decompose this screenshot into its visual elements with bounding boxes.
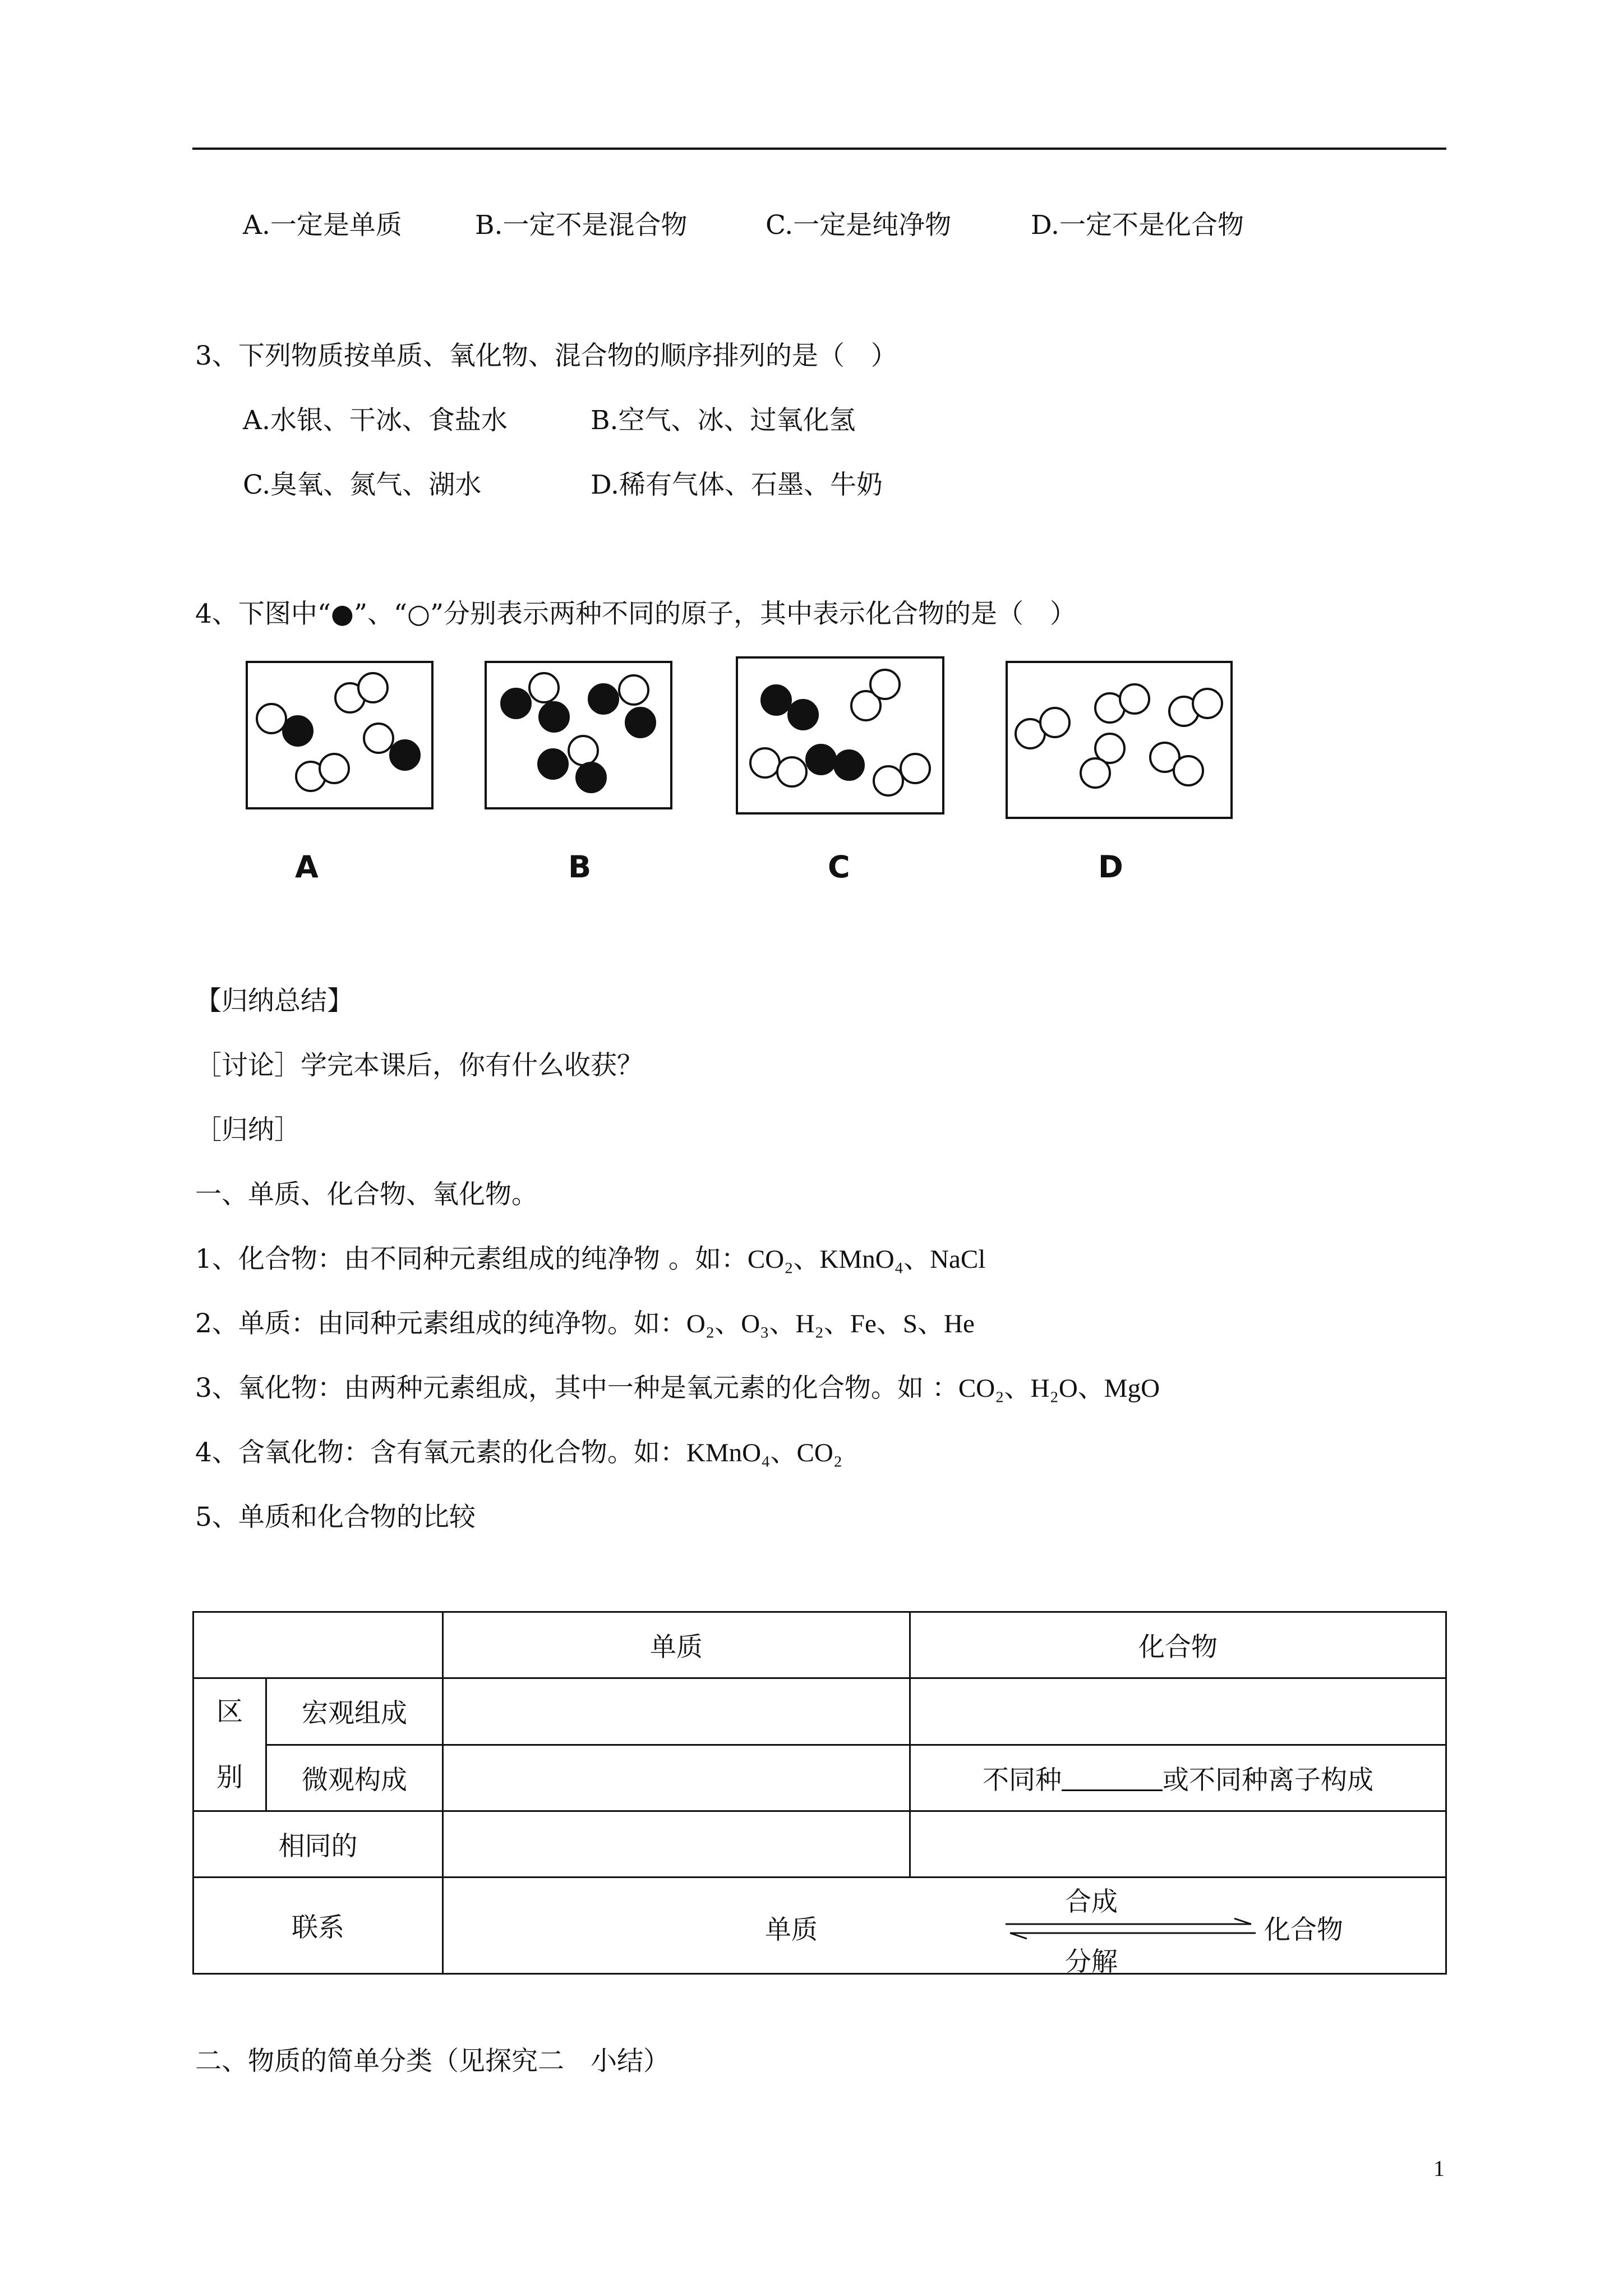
q3-option-b: B.空气、冰、过氧化氢: [591, 405, 856, 436]
table-corner-cell: [193, 1612, 443, 1678]
header-element: 单质: [443, 1612, 910, 1678]
q3-option-a: A.水银、干冰、食盐水: [243, 405, 508, 436]
item-oxide-formulas: CO₂、H₂O、MgO: [958, 1374, 1160, 1403]
q3-option-d: D.稀有气体、石墨、牛奶: [591, 470, 883, 500]
item-compound-formulas: CO₂、KMnO₄、NaCl: [747, 1245, 986, 1274]
figure-label-b: B: [568, 849, 592, 885]
macro-compound-cell: [910, 1678, 1446, 1745]
relation-cell: [443, 1878, 1446, 1977]
molecule-box-a: [246, 661, 434, 809]
q4-stem: 4、下图中“●”、“○”分别表示两种不同的原子，其中表示化合物的是（ ）: [195, 599, 1077, 629]
q3-option-c: C.臭氧、氮气、湖水: [243, 470, 482, 500]
figure-label-a: A: [295, 849, 319, 885]
micro-compound-prefix: 不同种: [983, 1764, 1062, 1796]
molecule-box-d: [1006, 661, 1233, 819]
relation-compound: 化合物: [1264, 1915, 1343, 1945]
molecule-box-c: [736, 656, 944, 815]
induction-label: ［归纳］: [195, 1115, 301, 1145]
q2-option-b: B.一定不是混合物: [475, 210, 688, 241]
relation-decomposition: 分解: [1065, 1947, 1118, 1977]
item-element-formulas: O₂、O₃、H₂、Fe、S、He: [686, 1309, 975, 1338]
item-element: [195, 1307, 975, 1341]
item-element-text: 2、单质：由同种元素组成的纯净物。如：: [195, 1308, 686, 1339]
item-oxygen-compound-formulas: KMnO₄、CO₂: [686, 1438, 843, 1467]
relation-element: 单质: [765, 1915, 818, 1945]
item-oxide: [195, 1372, 1160, 1405]
micro-compound-suffix: 或不同种离子构成: [1163, 1764, 1373, 1796]
item-oxide-text: 3、氧化物：由两种元素组成，其中一种是氧元素的化合物。如 ：: [195, 1373, 958, 1404]
comparison-table: [192, 1611, 1447, 1975]
discussion-line: ［讨论］学完本课后，你有什么收获？: [195, 1050, 643, 1081]
row-relation-label: 联系: [193, 1878, 443, 1974]
q3-stem: 3、下列物质按单质、氧化物、混合物的顺序排列的是（ ）: [195, 341, 897, 371]
item-oxygen-compound: [195, 1436, 842, 1470]
item-oxygen-compound-text: 4、含氧化物：含有氧元素的化合物。如：: [195, 1437, 686, 1468]
item-comparison: 5、单质和化合物的比较: [195, 1502, 476, 1533]
difference-label-bottom: 别: [216, 1762, 243, 1793]
q2-option-a: A.一定是单质: [243, 210, 402, 241]
section-2-title: 二、物质的简单分类（见探究二 小结）: [195, 2046, 670, 2077]
micro-compound-cell: [910, 1745, 1446, 1811]
row-macro-label: 宏观组成: [266, 1678, 443, 1745]
row-same-label: 相同的: [193, 1811, 443, 1878]
figure-label-c: C: [828, 849, 850, 885]
reversible-arrow-icon: [1004, 1917, 1257, 1940]
section-1-title: 一、单质、化合物、氧化物。: [195, 1179, 538, 1210]
molecule-box-b: [485, 661, 672, 809]
answer-blank: [1062, 1767, 1163, 1791]
same-compound-cell: [910, 1811, 1446, 1878]
difference-label: [193, 1678, 266, 1811]
item-compound-text: 1、化合物：由不同种元素组成的纯净物 。如：: [195, 1244, 748, 1274]
same-element-cell: [443, 1811, 910, 1878]
summary-heading: 【归纳总结】: [195, 986, 353, 1016]
page-number: 1: [1433, 2156, 1445, 2181]
item-compound: [195, 1243, 985, 1276]
header-rule: [192, 148, 1446, 150]
difference-label-top: 区: [216, 1696, 243, 1727]
macro-element-cell: [443, 1678, 910, 1745]
row-micro-label: 微观构成: [266, 1745, 443, 1811]
q2-option-d: D.一定不是化合物: [1031, 210, 1244, 241]
micro-element-cell: [443, 1745, 910, 1811]
q2-option-c: C.一定是纯净物: [766, 210, 952, 241]
figure-label-d: D: [1098, 849, 1123, 885]
header-compound: 化合物: [910, 1612, 1446, 1678]
relation-synthesis: 合成: [1065, 1887, 1118, 1917]
